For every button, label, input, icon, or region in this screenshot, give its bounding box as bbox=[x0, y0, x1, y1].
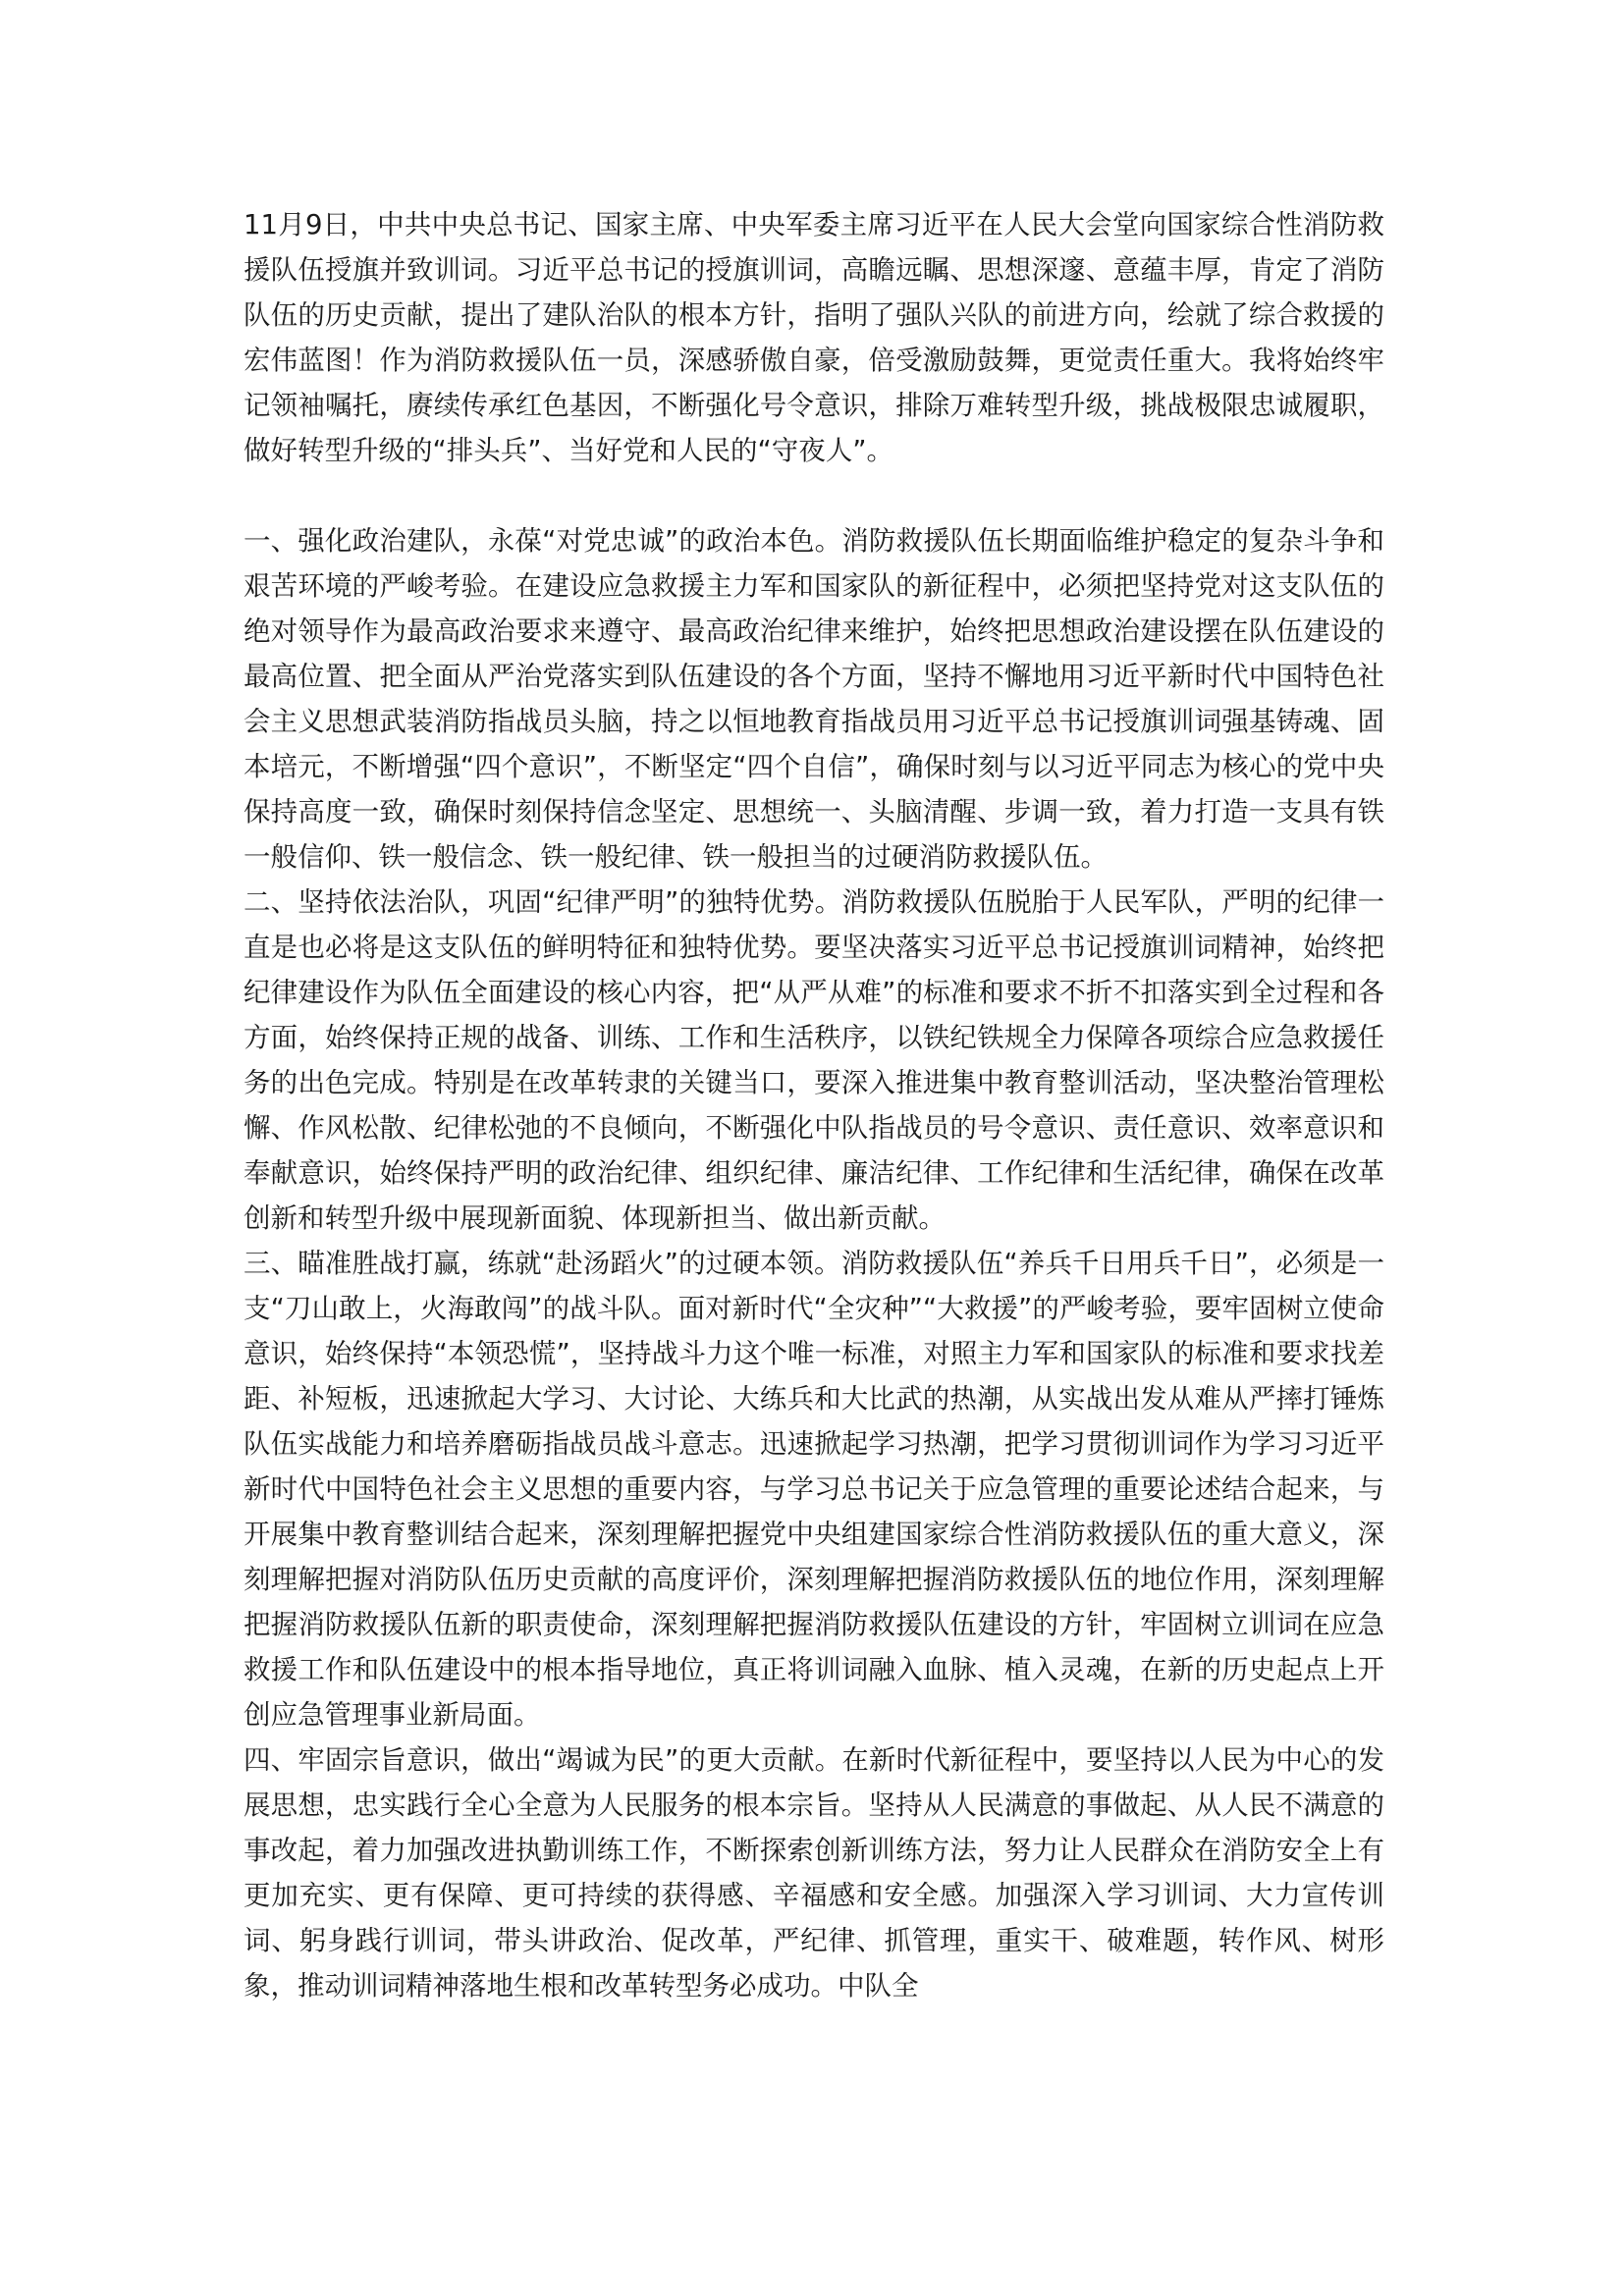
section-paragraph-2: 二、坚持依法治队，巩固“纪律严明”的独特优势。消防救援队伍脱胎于人民军队，严明的纪律一直是也必将是这支队伍的鲜明特征和独特优势。要坚决落实习近平总书记授旗训词精神，始终把纪律建设作为队伍全面建设的核心内容，把“从严从难”的标准和要求不折不扣落实到全过程和各方面，始终保持正规的战备、训练、工作和生活秩序，以铁纪铁规全力保障各项综合应急救援任务的出色完成。特别是在改革转隶的关键当口，要深入推进集中教育整训活动，坚决整治管理松懈、作风松散、纪律松弛的不良倾向，不断强化中队指战员的号令意识、责任意识、效率意识和奉献意识，始终保持严明的政治纪律、组织纪律、廉洁纪律、工作纪律和生活纪律，确保在改革创新和转型升级中展现新面貌、体现新担当、做出新贡献。 bbox=[244, 886, 1384, 1234]
document-body bbox=[244, 202, 1384, 2008]
section-paragraph-1: 一、强化政治建队，永葆“对党忠诚”的政治本色。消防救援队伍长期面临维护稳定的复杂斗争和艰苦环境的严峻考验。在建设应急救援主力军和国家队的新征程中，必须把坚持党对这支队伍的绝对领导作为最高政治要求来遵守、最高政治纪律来维护，始终把思想政治建设摆在队伍建设的最高位置、把全面从严治党落实到队伍建设的各个方面，坚持不懈地用习近平新时代中国特色社会主义思想武装消防指战员头脑，持之以恒地教育指战员用习近平总书记授旗训词强基铸魂、固本培元，不断增强“四个意识”，不断坚定“四个自信”，确保时刻与以习近平同志为核心的党中央保持高度一致，确保时刻保持信念坚定、思想统一、头脑清醒、步调一致，着力打造一支具有铁一般信仰、铁一般信念、铁一般纪律、铁一般担当的过硬消防救援队伍。 bbox=[244, 525, 1384, 873]
section-paragraph-3: 三、瞄准胜战打赢，练就“赴汤蹈火”的过硬本领。消防救援队伍“养兵千日用兵千日”，必须是一支“刀山敢上，火海敢闯”的战斗队。面对新时代“全灾种”“大救援”的严峻考验，要牢固树立使命意识，始终保持“本领恐慌”，坚持战斗力这个唯一标准，对照主力军和国家队的标准和要求找差距、补短板，迅速掀起大学习、大讨论、大练兵和大比武的热潮，从实战出发从难从严摔打锤炼队伍实战能力和培养磨砺指战员战斗意志。迅速掀起学习热潮，把学习贯彻训词作为学习习近平新时代中国特色社会主义思想的重要内容，与学习总书记关于应急管理的重要论述结合起来，与开展集中教育整训结合起来，深刻理解把握党中央组建国家综合性消防救援队伍的重大意义，深刻理解把握对消防队伍历史贡献的高度评价，深刻理解把握消防救援队伍的地位作用，深刻理解把握消防救援队伍新的职责使命，深刻理解把握消防救援队伍建设的方针，牢固树立训词在应急救援工作和队伍建设中的根本指导地位，真正将训词融入血脉、植入灵魂，在新的历史起点上开创应急管理事业新局面。 bbox=[244, 1248, 1384, 1731]
section-paragraph-4: 四、牢固宗旨意识，做出“竭诚为民”的更大贡献。在新时代新征程中，要坚持以人民为中心的发展思想，忠实践行全心全意为人民服务的根本宗旨。坚持从人民满意的事做起、从人民不满意的事改起，着力加强改进执勤训练工作，不断探索创新训练方法，努力让人民群众在消防安全上有更加充实、更有保障、更可持续的获得感、辛福感和安全感。加强深入学习训词、大力宣传训词、躬身践行训词，带头讲政治、促改革，严纪律、抓管理，重实干、破难题，转作风、树形象，推动训词精神落地生根和改革转型务必成功。中队全 bbox=[244, 1744, 1384, 2002]
intro-paragraph: 11月9日，中共中央总书记、国家主席、中央军委主席习近平在人民大会堂向国家综合性消防救援队伍授旗并致训词。习近平总书记的授旗训词，高瞻远瞩、思想深邃、意蕴丰厚，肯定了消防队伍的历史贡献，提出了建队治队的根本方针，指明了强队兴队的前进方向，绘就了综合救援的宏伟蓝图！作为消防救援队伍一员，深感骄傲自豪，倍受激励鼓舞，更觉责任重大。我将始终牢记领袖嘱托，赓续传承红色基因，不断强化号令意识，排除万难转型升级，挑战极限忠诚履职，做好转型升级的“排头兵”、当好党和人民的“守夜人”。 bbox=[244, 209, 1384, 466]
